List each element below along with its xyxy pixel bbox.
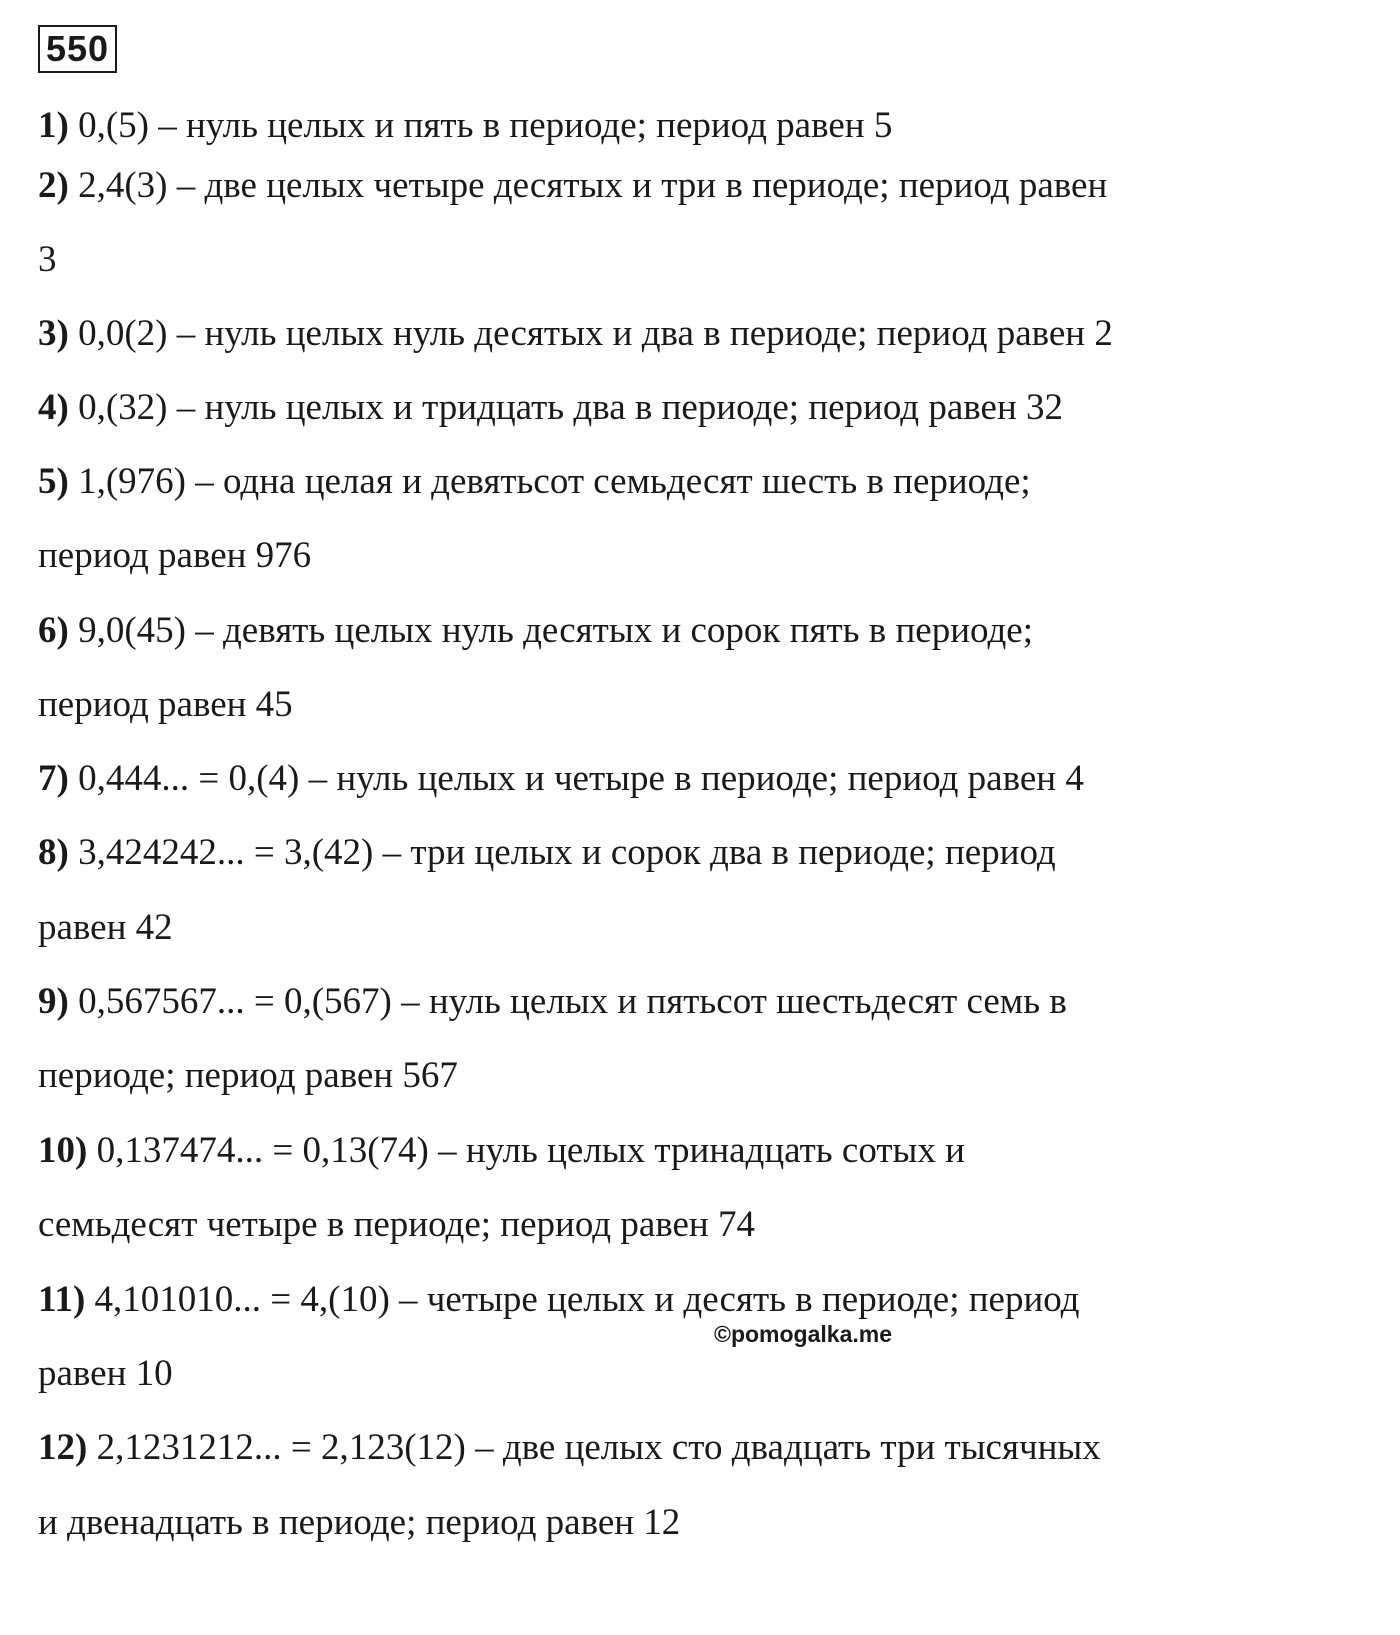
item-number: 8) [38, 832, 69, 873]
item-number: 3) [38, 313, 69, 354]
item-5-line [38, 460, 1031, 504]
item-3-line [38, 312, 1113, 356]
problem-number: 550 [38, 25, 117, 73]
item-10-line [38, 1129, 965, 1173]
item-number: 11) [38, 1279, 86, 1320]
item-number: 10) [38, 1130, 88, 1171]
item-11-continuation: равен 10 [38, 1353, 173, 1394]
item-1-line [38, 104, 892, 148]
item-text: 4,101010... = 4,(10) – четыре целых и десять в периоде; период [94, 1279, 1080, 1320]
item-7-line [38, 757, 1084, 801]
item-10-continuation: семьдесят четыре в периоде; период равен 74 [38, 1204, 755, 1245]
item-2-line [38, 164, 1107, 208]
item-6-line [38, 609, 1033, 653]
item-text: 1,(976) – одна целая и девятьсот семьдесят шесть в периоде; [78, 461, 1031, 502]
item-number: 7) [38, 758, 69, 799]
item-text: 0,137474... = 0,13(74) – нуль целых тринадцать сотых и [96, 1130, 965, 1171]
item-12-continuation: и двенадцать в периоде; период равен 12 [38, 1502, 681, 1543]
item-number: 5) [38, 461, 69, 502]
item-text: 0,0(2) – нуль целых нуль десятых и два в периоде; период равен 2 [78, 313, 1113, 354]
item-number: 12) [38, 1427, 88, 1468]
item-6-continuation: период равен 45 [38, 684, 293, 725]
item-number: 6) [38, 610, 69, 651]
item-9-line [38, 980, 1067, 1024]
item-text: 3,424242... = 3,(42) – три целых и сорок два в периоде; период [78, 832, 1056, 873]
item-text: 2,1231212... = 2,123(12) – две целых сто двадцать три тысячных [96, 1427, 1101, 1468]
item-11-line [38, 1278, 1080, 1322]
watermark: ©pomogalka.me [714, 1321, 892, 1347]
item-4-line [38, 386, 1063, 430]
item-2-continuation: 3 [38, 239, 57, 280]
item-5-continuation: период равен 976 [38, 535, 312, 576]
item-text: 0,567567... = 0,(567) – нуль целых и пятьсот шестьдесят семь в [78, 981, 1067, 1022]
item-number: 9) [38, 981, 69, 1022]
item-number: 2) [38, 165, 69, 206]
item-number: 4) [38, 387, 69, 428]
item-text: 2,4(3) – две целых четыре десятых и три в периоде; период равен [78, 165, 1108, 206]
item-text: 0,(5) – нуль целых и пять в периоде; период равен 5 [78, 105, 893, 146]
item-8-line [38, 831, 1056, 875]
item-number: 1) [38, 105, 69, 146]
item-text: 9,0(45) – девять целых нуль десятых и сорок пять в периоде; [78, 610, 1033, 651]
item-12-line [38, 1426, 1101, 1470]
item-text: 0,444... = 0,(4) – нуль целых и четыре в периоде; период равен 4 [78, 758, 1084, 799]
item-8-continuation: равен 42 [38, 907, 173, 948]
item-text: 0,(32) – нуль целых и тридцать два в периоде; период равен 32 [78, 387, 1064, 428]
item-9-continuation: периоде; период равен 567 [38, 1055, 458, 1096]
